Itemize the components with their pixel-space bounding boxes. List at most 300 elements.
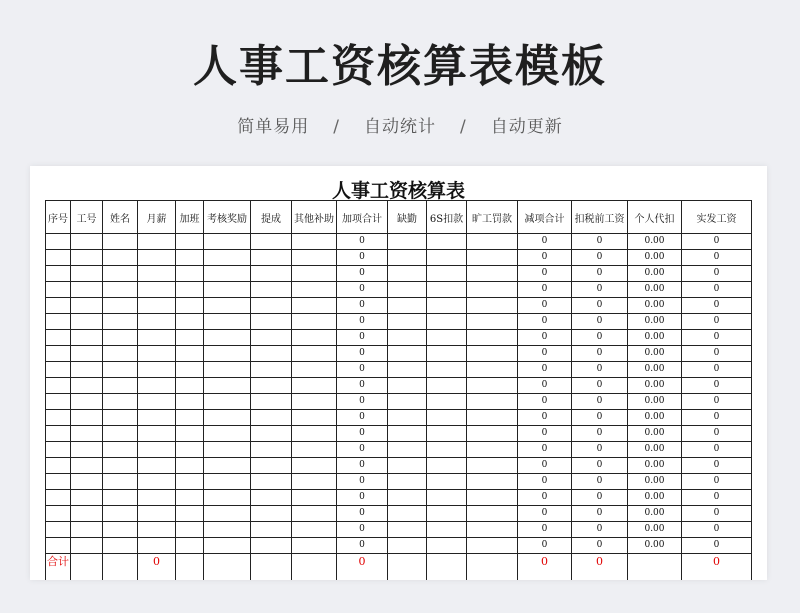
table-cell[interactable]: 0 (518, 250, 572, 266)
table-cell[interactable] (251, 394, 292, 410)
table-cell[interactable] (427, 362, 467, 378)
table-cell[interactable] (103, 474, 138, 490)
table-cell[interactable]: 0.00 (628, 346, 682, 362)
table-cell[interactable]: 0 (337, 362, 388, 378)
table-cell[interactable] (71, 458, 103, 474)
table-cell[interactable] (71, 426, 103, 442)
table-cell[interactable] (292, 314, 337, 330)
table-cell[interactable] (427, 458, 467, 474)
table-cell[interactable] (71, 394, 103, 410)
table-cell[interactable] (251, 458, 292, 474)
table-cell[interactable] (251, 538, 292, 554)
table-cell[interactable]: 0 (682, 474, 752, 490)
table-cell[interactable] (103, 282, 138, 298)
table-cell[interactable] (176, 426, 204, 442)
table-cell[interactable] (388, 538, 427, 554)
table-cell[interactable]: 0 (518, 314, 572, 330)
table-cell[interactable] (138, 346, 176, 362)
table-cell[interactable] (71, 490, 103, 506)
table-cell[interactable] (138, 266, 176, 282)
table-cell[interactable] (46, 330, 71, 346)
table-cell[interactable]: 0.00 (628, 266, 682, 282)
table-cell[interactable]: 0 (682, 490, 752, 506)
table-cell[interactable]: 0 (337, 394, 388, 410)
column-header[interactable]: 6S扣款 (427, 201, 467, 234)
table-cell[interactable]: 0 (337, 410, 388, 426)
table-cell[interactable]: 0 (572, 394, 628, 410)
table-cell[interactable] (467, 314, 518, 330)
table-cell[interactable] (103, 346, 138, 362)
table-cell[interactable]: 0 (682, 314, 752, 330)
table-cell[interactable] (103, 458, 138, 474)
table-cell[interactable] (71, 362, 103, 378)
table-cell[interactable]: 0 (337, 266, 388, 282)
table-cell[interactable] (251, 506, 292, 522)
table-cell[interactable] (46, 426, 71, 442)
table-cell[interactable] (138, 490, 176, 506)
table-cell[interactable] (176, 394, 204, 410)
table-cell[interactable] (176, 474, 204, 490)
table-cell[interactable]: 0 (682, 250, 752, 266)
table-cell[interactable]: 0 (572, 250, 628, 266)
table-cell[interactable] (71, 442, 103, 458)
table-cell[interactable] (103, 234, 138, 250)
table-cell[interactable] (71, 378, 103, 394)
total-cell[interactable] (292, 554, 337, 581)
table-cell[interactable] (427, 346, 467, 362)
table-cell[interactable]: 0 (682, 442, 752, 458)
table-cell[interactable]: 0 (572, 234, 628, 250)
table-cell[interactable] (71, 538, 103, 554)
table-cell[interactable] (46, 442, 71, 458)
table-cell[interactable]: 0 (337, 426, 388, 442)
column-header[interactable]: 姓名 (103, 201, 138, 234)
table-cell[interactable]: 0 (572, 346, 628, 362)
table-cell[interactable] (176, 282, 204, 298)
table-cell[interactable]: 0 (572, 410, 628, 426)
table-cell[interactable]: 0 (572, 442, 628, 458)
table-cell[interactable] (467, 266, 518, 282)
table-cell[interactable]: 0 (682, 410, 752, 426)
column-header[interactable]: 月薪 (138, 201, 176, 234)
table-cell[interactable]: 0 (518, 490, 572, 506)
table-cell[interactable]: 0 (518, 346, 572, 362)
table-cell[interactable] (103, 314, 138, 330)
column-header[interactable]: 个人代扣 (628, 201, 682, 234)
table-cell[interactable] (138, 394, 176, 410)
table-cell[interactable]: 0 (682, 522, 752, 538)
table-cell[interactable] (388, 282, 427, 298)
column-header[interactable]: 加班 (176, 201, 204, 234)
table-cell[interactable]: 0.00 (628, 314, 682, 330)
table-cell[interactable] (251, 490, 292, 506)
table-cell[interactable]: 0 (518, 282, 572, 298)
table-cell[interactable] (46, 314, 71, 330)
table-cell[interactable] (388, 474, 427, 490)
table-cell[interactable]: 0.00 (628, 282, 682, 298)
table-cell[interactable]: 0 (337, 234, 388, 250)
table-cell[interactable] (103, 362, 138, 378)
table-cell[interactable] (251, 362, 292, 378)
table-cell[interactable] (103, 538, 138, 554)
table-cell[interactable]: 0.00 (628, 250, 682, 266)
table-cell[interactable]: 0 (518, 298, 572, 314)
table-cell[interactable] (103, 410, 138, 426)
column-header[interactable]: 提成 (251, 201, 292, 234)
table-cell[interactable]: 0.00 (628, 330, 682, 346)
table-cell[interactable]: 0 (682, 330, 752, 346)
table-cell[interactable] (467, 426, 518, 442)
table-cell[interactable] (71, 266, 103, 282)
total-cell[interactable] (176, 554, 204, 581)
table-cell[interactable] (46, 474, 71, 490)
table-cell[interactable] (138, 282, 176, 298)
table-cell[interactable] (204, 410, 251, 426)
table-cell[interactable] (176, 362, 204, 378)
table-cell[interactable] (46, 362, 71, 378)
table-cell[interactable] (388, 410, 427, 426)
table-cell[interactable]: 0 (682, 266, 752, 282)
table-cell[interactable] (204, 282, 251, 298)
table-cell[interactable] (176, 506, 204, 522)
total-cell[interactable]: 0 (572, 554, 628, 581)
table-cell[interactable]: 0 (518, 394, 572, 410)
table-cell[interactable] (138, 410, 176, 426)
table-cell[interactable] (71, 282, 103, 298)
table-cell[interactable] (71, 346, 103, 362)
table-cell[interactable] (467, 362, 518, 378)
table-cell[interactable]: 0.00 (628, 426, 682, 442)
table-cell[interactable] (427, 426, 467, 442)
table-cell[interactable]: 0.00 (628, 442, 682, 458)
table-cell[interactable] (138, 250, 176, 266)
table-cell[interactable] (292, 506, 337, 522)
table-cell[interactable]: 0 (682, 538, 752, 554)
table-cell[interactable] (71, 314, 103, 330)
table-cell[interactable] (103, 394, 138, 410)
table-cell[interactable]: 0 (572, 538, 628, 554)
table-cell[interactable] (427, 442, 467, 458)
table-cell[interactable] (138, 426, 176, 442)
table-cell[interactable]: 0 (682, 362, 752, 378)
table-cell[interactable] (71, 474, 103, 490)
table-cell[interactable] (103, 426, 138, 442)
table-cell[interactable] (388, 426, 427, 442)
table-cell[interactable]: 0.00 (628, 410, 682, 426)
table-cell[interactable] (204, 362, 251, 378)
table-cell[interactable] (388, 346, 427, 362)
table-cell[interactable] (388, 442, 427, 458)
total-cell[interactable]: 0 (138, 554, 176, 581)
table-cell[interactable]: 0 (572, 362, 628, 378)
table-cell[interactable] (103, 330, 138, 346)
table-cell[interactable]: 0 (518, 378, 572, 394)
total-cell[interactable] (467, 554, 518, 581)
table-cell[interactable] (427, 250, 467, 266)
table-cell[interactable] (467, 458, 518, 474)
table-cell[interactable] (176, 314, 204, 330)
table-cell[interactable] (46, 298, 71, 314)
table-cell[interactable] (176, 490, 204, 506)
total-cell[interactable] (628, 554, 682, 581)
column-header[interactable]: 减项合计 (518, 201, 572, 234)
table-cell[interactable] (46, 522, 71, 538)
table-cell[interactable] (204, 266, 251, 282)
table-cell[interactable] (176, 298, 204, 314)
table-cell[interactable] (388, 266, 427, 282)
table-cell[interactable] (204, 538, 251, 554)
table-cell[interactable]: 0 (572, 522, 628, 538)
table-cell[interactable] (427, 282, 467, 298)
table-cell[interactable] (103, 442, 138, 458)
table-cell[interactable] (103, 506, 138, 522)
total-label[interactable]: 合计 (46, 554, 71, 581)
table-cell[interactable]: 0 (682, 282, 752, 298)
table-cell[interactable] (292, 442, 337, 458)
table-cell[interactable]: 0.00 (628, 522, 682, 538)
table-cell[interactable] (204, 426, 251, 442)
table-cell[interactable] (467, 298, 518, 314)
table-cell[interactable] (176, 458, 204, 474)
table-cell[interactable] (292, 474, 337, 490)
table-cell[interactable]: 0 (572, 426, 628, 442)
table-cell[interactable] (292, 250, 337, 266)
table-cell[interactable] (204, 490, 251, 506)
table-cell[interactable] (204, 250, 251, 266)
table-cell[interactable] (251, 314, 292, 330)
table-cell[interactable] (467, 442, 518, 458)
table-cell[interactable]: 0 (337, 314, 388, 330)
table-cell[interactable] (46, 266, 71, 282)
table-cell[interactable] (251, 442, 292, 458)
table-cell[interactable] (176, 250, 204, 266)
table-cell[interactable]: 0 (518, 362, 572, 378)
table-cell[interactable] (46, 282, 71, 298)
table-cell[interactable] (427, 298, 467, 314)
table-cell[interactable] (176, 522, 204, 538)
table-cell[interactable]: 0 (518, 506, 572, 522)
table-cell[interactable] (176, 330, 204, 346)
table-cell[interactable] (204, 314, 251, 330)
table-cell[interactable] (292, 426, 337, 442)
table-cell[interactable]: 0 (682, 458, 752, 474)
table-cell[interactable] (251, 234, 292, 250)
table-cell[interactable] (176, 410, 204, 426)
total-cell[interactable] (251, 554, 292, 581)
total-cell[interactable]: 0 (337, 554, 388, 581)
table-cell[interactable]: 0 (518, 330, 572, 346)
table-cell[interactable]: 0 (682, 394, 752, 410)
column-header[interactable]: 序号 (46, 201, 71, 234)
table-cell[interactable]: 0.00 (628, 474, 682, 490)
column-header[interactable]: 缺勤 (388, 201, 427, 234)
table-cell[interactable]: 0 (572, 458, 628, 474)
table-cell[interactable] (251, 330, 292, 346)
table-cell[interactable] (251, 426, 292, 442)
table-cell[interactable] (467, 346, 518, 362)
table-cell[interactable] (427, 538, 467, 554)
table-cell[interactable]: 0 (572, 330, 628, 346)
table-cell[interactable] (204, 474, 251, 490)
column-header[interactable]: 其他补助 (292, 201, 337, 234)
table-cell[interactable] (46, 506, 71, 522)
table-cell[interactable] (46, 346, 71, 362)
table-cell[interactable] (467, 410, 518, 426)
table-cell[interactable] (138, 538, 176, 554)
table-cell[interactable] (138, 298, 176, 314)
table-cell[interactable]: 0 (518, 234, 572, 250)
table-cell[interactable] (467, 394, 518, 410)
table-cell[interactable]: 0.00 (628, 458, 682, 474)
table-cell[interactable]: 0 (337, 490, 388, 506)
table-cell[interactable] (292, 298, 337, 314)
table-cell[interactable]: 0 (337, 442, 388, 458)
table-cell[interactable] (204, 298, 251, 314)
table-cell[interactable]: 0.00 (628, 490, 682, 506)
table-cell[interactable]: 0.00 (628, 378, 682, 394)
table-cell[interactable] (427, 394, 467, 410)
table-cell[interactable]: 0 (572, 474, 628, 490)
table-cell[interactable] (46, 250, 71, 266)
total-cell[interactable] (427, 554, 467, 581)
table-cell[interactable] (138, 314, 176, 330)
table-cell[interactable]: 0 (682, 298, 752, 314)
table-cell[interactable] (467, 506, 518, 522)
table-cell[interactable]: 0 (682, 426, 752, 442)
table-cell[interactable] (388, 314, 427, 330)
table-cell[interactable]: 0 (518, 474, 572, 490)
table-cell[interactable] (427, 410, 467, 426)
table-cell[interactable] (388, 330, 427, 346)
table-cell[interactable] (292, 378, 337, 394)
table-cell[interactable] (467, 378, 518, 394)
table-cell[interactable]: 0 (337, 538, 388, 554)
table-cell[interactable] (292, 234, 337, 250)
table-cell[interactable]: 0 (518, 442, 572, 458)
table-cell[interactable]: 0 (518, 458, 572, 474)
table-cell[interactable] (71, 522, 103, 538)
table-cell[interactable] (388, 378, 427, 394)
table-cell[interactable] (388, 298, 427, 314)
table-cell[interactable] (388, 458, 427, 474)
table-cell[interactable]: 0.00 (628, 234, 682, 250)
table-cell[interactable] (71, 250, 103, 266)
table-cell[interactable] (292, 266, 337, 282)
table-cell[interactable] (467, 234, 518, 250)
table-cell[interactable] (176, 442, 204, 458)
table-cell[interactable] (176, 538, 204, 554)
table-cell[interactable] (176, 234, 204, 250)
table-cell[interactable] (71, 234, 103, 250)
table-cell[interactable]: 0 (572, 282, 628, 298)
table-cell[interactable] (71, 330, 103, 346)
table-cell[interactable] (46, 394, 71, 410)
table-cell[interactable] (251, 410, 292, 426)
table-cell[interactable] (138, 442, 176, 458)
table-cell[interactable] (251, 266, 292, 282)
table-cell[interactable] (138, 506, 176, 522)
table-cell[interactable] (138, 378, 176, 394)
table-cell[interactable]: 0 (572, 314, 628, 330)
table-cell[interactable] (427, 266, 467, 282)
table-cell[interactable]: 0 (682, 506, 752, 522)
table-cell[interactable] (138, 330, 176, 346)
table-cell[interactable] (388, 362, 427, 378)
table-cell[interactable]: 0 (337, 506, 388, 522)
table-cell[interactable] (388, 522, 427, 538)
table-cell[interactable] (427, 522, 467, 538)
table-cell[interactable] (292, 410, 337, 426)
table-cell[interactable] (204, 506, 251, 522)
table-cell[interactable] (204, 522, 251, 538)
table-cell[interactable]: 0.00 (628, 506, 682, 522)
table-cell[interactable]: 0 (337, 378, 388, 394)
table-cell[interactable] (46, 458, 71, 474)
table-cell[interactable] (292, 394, 337, 410)
table-cell[interactable] (46, 378, 71, 394)
table-cell[interactable] (251, 522, 292, 538)
table-cell[interactable] (103, 378, 138, 394)
table-cell[interactable] (204, 394, 251, 410)
table-cell[interactable] (103, 266, 138, 282)
table-cell[interactable] (204, 234, 251, 250)
table-cell[interactable] (251, 282, 292, 298)
table-cell[interactable] (388, 234, 427, 250)
table-cell[interactable] (103, 490, 138, 506)
table-cell[interactable] (103, 298, 138, 314)
table-cell[interactable]: 0 (518, 266, 572, 282)
column-header[interactable]: 扣税前工资 (572, 201, 628, 234)
table-cell[interactable]: 0.00 (628, 394, 682, 410)
table-cell[interactable] (176, 266, 204, 282)
table-cell[interactable] (46, 234, 71, 250)
table-cell[interactable] (427, 314, 467, 330)
table-cell[interactable]: 0 (337, 298, 388, 314)
table-cell[interactable]: 0 (572, 298, 628, 314)
table-cell[interactable]: 0.00 (628, 538, 682, 554)
table-cell[interactable]: 0 (572, 378, 628, 394)
table-cell[interactable] (388, 250, 427, 266)
column-header[interactable]: 考核奖励 (204, 201, 251, 234)
table-cell[interactable]: 0 (518, 410, 572, 426)
total-cell[interactable]: 0 (518, 554, 572, 581)
table-cell[interactable] (204, 378, 251, 394)
table-cell[interactable] (292, 346, 337, 362)
table-cell[interactable]: 0 (572, 266, 628, 282)
table-cell[interactable] (467, 282, 518, 298)
table-cell[interactable] (292, 282, 337, 298)
table-cell[interactable]: 0 (337, 474, 388, 490)
column-header[interactable]: 实发工资 (682, 201, 752, 234)
total-cell[interactable] (204, 554, 251, 581)
table-cell[interactable]: 0 (518, 538, 572, 554)
table-cell[interactable] (138, 234, 176, 250)
table-cell[interactable] (71, 506, 103, 522)
table-cell[interactable] (204, 458, 251, 474)
total-cell[interactable] (71, 554, 103, 581)
table-cell[interactable]: 0 (337, 458, 388, 474)
table-cell[interactable] (292, 458, 337, 474)
table-cell[interactable]: 0 (518, 426, 572, 442)
column-header[interactable]: 加项合计 (337, 201, 388, 234)
table-cell[interactable]: 0 (518, 522, 572, 538)
table-cell[interactable] (251, 346, 292, 362)
table-cell[interactable] (427, 378, 467, 394)
table-cell[interactable] (251, 250, 292, 266)
table-cell[interactable] (138, 458, 176, 474)
table-cell[interactable] (138, 522, 176, 538)
table-cell[interactable] (427, 330, 467, 346)
